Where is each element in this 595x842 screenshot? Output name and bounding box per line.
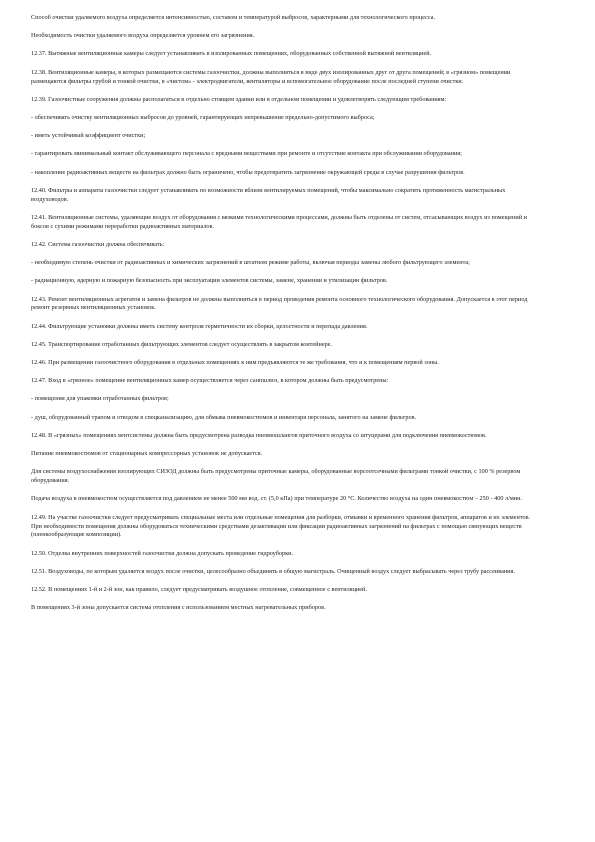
paragraph-12-47: 12.47. Вход в «грязное» помещение вентиляционных камер осуществляется через санпшлюз, в котором должны быть предусмотрены: [31,377,389,385]
paragraph-12-45: 12.45. Транспортирование отработанных фильтрующих элементов следует осуществлять в закрытом контейнере. [31,340,333,348]
paragraph-cleaning-necessity: Необходимость очистки удаляемого воздуха определяется уровнем его загрязнения. [31,32,255,40]
paragraph-12-42: 12.42. Система газоочистки должна обеспечивать: [31,240,165,248]
list-item-shower: - душ, оборудованный трапом и отводом в спецканализацию, для обмыва пневмокостюмов и инвентаря персонала, занятого на замене фильтров. [31,413,417,421]
paragraph-air-pressure: Подача воздуха в пневмокостюм осуществляется под давлением не менее 500 мм вод. ст. (5,0 кПа) при температуре 20 °С. Количество воздуха на один пневмокостюм – 250 - 400 л/мин. [31,495,523,503]
paragraph-cleaning-method: Способ очистки удаляемого воздуха определяется интенсивностью, составом и температурой выбросов, характерными для технологического процесса. [31,14,436,21]
paragraph-12-39: 12.39. Газоочистные сооружения должны располагаться в отдельно стоящем здании или в отдельном помещении и удовлетворять следующим требованиям: [31,95,447,103]
paragraph-zone-3-heating: В помещениях 3-й зоны допускается система отопления с использованием местных нагревательных приборов. [31,604,326,612]
list-item-safety: - радиационную, ядерную и пожарную безопасность при эксплуатации элементов системы, замене, хранении и утилизации фильтров. [31,277,388,285]
paragraph-12-52: 12.52. В помещениях 1-й и 2-й зон, как правило, следует предусматривать воздушное отопление, совмещенное с вентиляцией. [31,586,367,594]
paragraph-12-44: 12.44. Фильтрующие установки должны иметь систему контроля герметичности их сборки, целостности и перепада давления. [31,322,368,330]
list-item-emission-cleaning: - обеспечивать очистку вентиляционных выбросов до уровней, гарантирующих непревышение предельно-допустимого выброса; [31,113,375,121]
paragraph-12-49: 12.49. На участке газоочистки следует предусматривать специальные места или отдельные помещения для разборки, отмывки и временного хранения фильтров, аппаратов и их элементов. При необходимости помещения должны оборудоваться техническими средствами дезактивации или фиксации радиоактивных загрязнений на фильтрах с помощью связующих веществ (пленкообразующие композиции). [31,513,531,539]
paragraph-12-41: 12.41. Вентиляционные системы, удаляющие воздух от оборудования с вязкими технологическими процессами, должны быть отделены от систем, отсасывающих воздух из помещений и боксов с сухими режимами переработки радиоактивных материалов. [31,213,527,230]
paragraph-12-50: 12.50. Отделка внутренних поверхностей газоочистки должна допускать проведение гидроуборки. [31,549,294,557]
paragraph-sizod-air-supply: Для системы воздухоснабжения изолирующих СИЗОД должны быть предусмотрены приточные камеры, оборудованные ворсоотсечными фильтрами тонкой очистки, с 100 % резервом оборудования. [31,468,521,485]
paragraph-12-51: 12.51. Воздуховоды, по которым удаляется воздух после очистки, целесообразно объединять в общую магистраль. Очищенный воздух следует выбрасывать через трубу рассеивания. [31,567,515,575]
paragraph-12-46: 12.46. При размещении газоочистного оборудования в отдельных помещениях к ним предъявляются те же требования, что и к помещениям первой зоны. [31,359,439,367]
list-item-accumulation-limit: - накопление радиоактивных веществ на фильтрах должно быть ограничено, чтобы предотвратить загрязнение окружающей среды в случае разрушения фильтров. [31,168,465,176]
list-item-minimal-contact: - гарантировать минимальный контакт обслуживающего персонала с вредными веществами при ремонте и отсутствие контакта при обслуживании оборудования; [31,150,462,158]
paragraph-12-38: 12.38. Вентиляционные камеры, в которых размещаются системы газоочистки, должны выполняться в виде двух изолированных друг от друга помещений; в «грязном» помещении размещаются фильтры грубой и тонкой очистки, в «чистом» - электродвигатели, вентиляторы и вспомогательное оборудование после последней ступени очистки. [31,68,511,85]
paragraph-pneumosuit-supply: Питание пневмокостюмов от стационарных компрессорных установок не допускается. [31,450,263,458]
list-item-cleaning-degree: - необходимую степень очистки от радиоактивных и химических загрязнений в штатном режиме работы, включая периоды замены любого фильтрующего элемента; [31,259,470,267]
paragraph-12-48: 12.48. В «грязных» помещениях вентсистемы должна быть предусмотрена разводка пневмошлангов приточного воздуха со штуцерами для подключения пневмокостюмов. [31,431,487,439]
list-item-filter-packaging: - помещения для упаковки отработанных фильтров; [31,395,169,403]
paragraph-12-40: 12.40. Фильтры и аппараты газоочистки следует устанавливать по возможности вблизи вентилируемых помещений, чтобы максимально сократить протяженность магистральных воздуховодов. [31,186,506,203]
list-item-stable-coefficient: - иметь устойчивый коэффициент очистки; [31,132,146,140]
paragraph-12-43: 12.43. Ремонт вентиляционных агрегатов и замена фильтров не должны выполняться в период проведения ремонта основного технологического оборудования. Допускается в этот период ремонт резервных вентиляционных установок. [31,295,528,312]
paragraph-12-37: 12.37. Вытяжные вентиляционные камеры следует устанавливать в изолированных помещениях, оборудованных собственной вытяжной вентиляцией. [31,50,432,58]
